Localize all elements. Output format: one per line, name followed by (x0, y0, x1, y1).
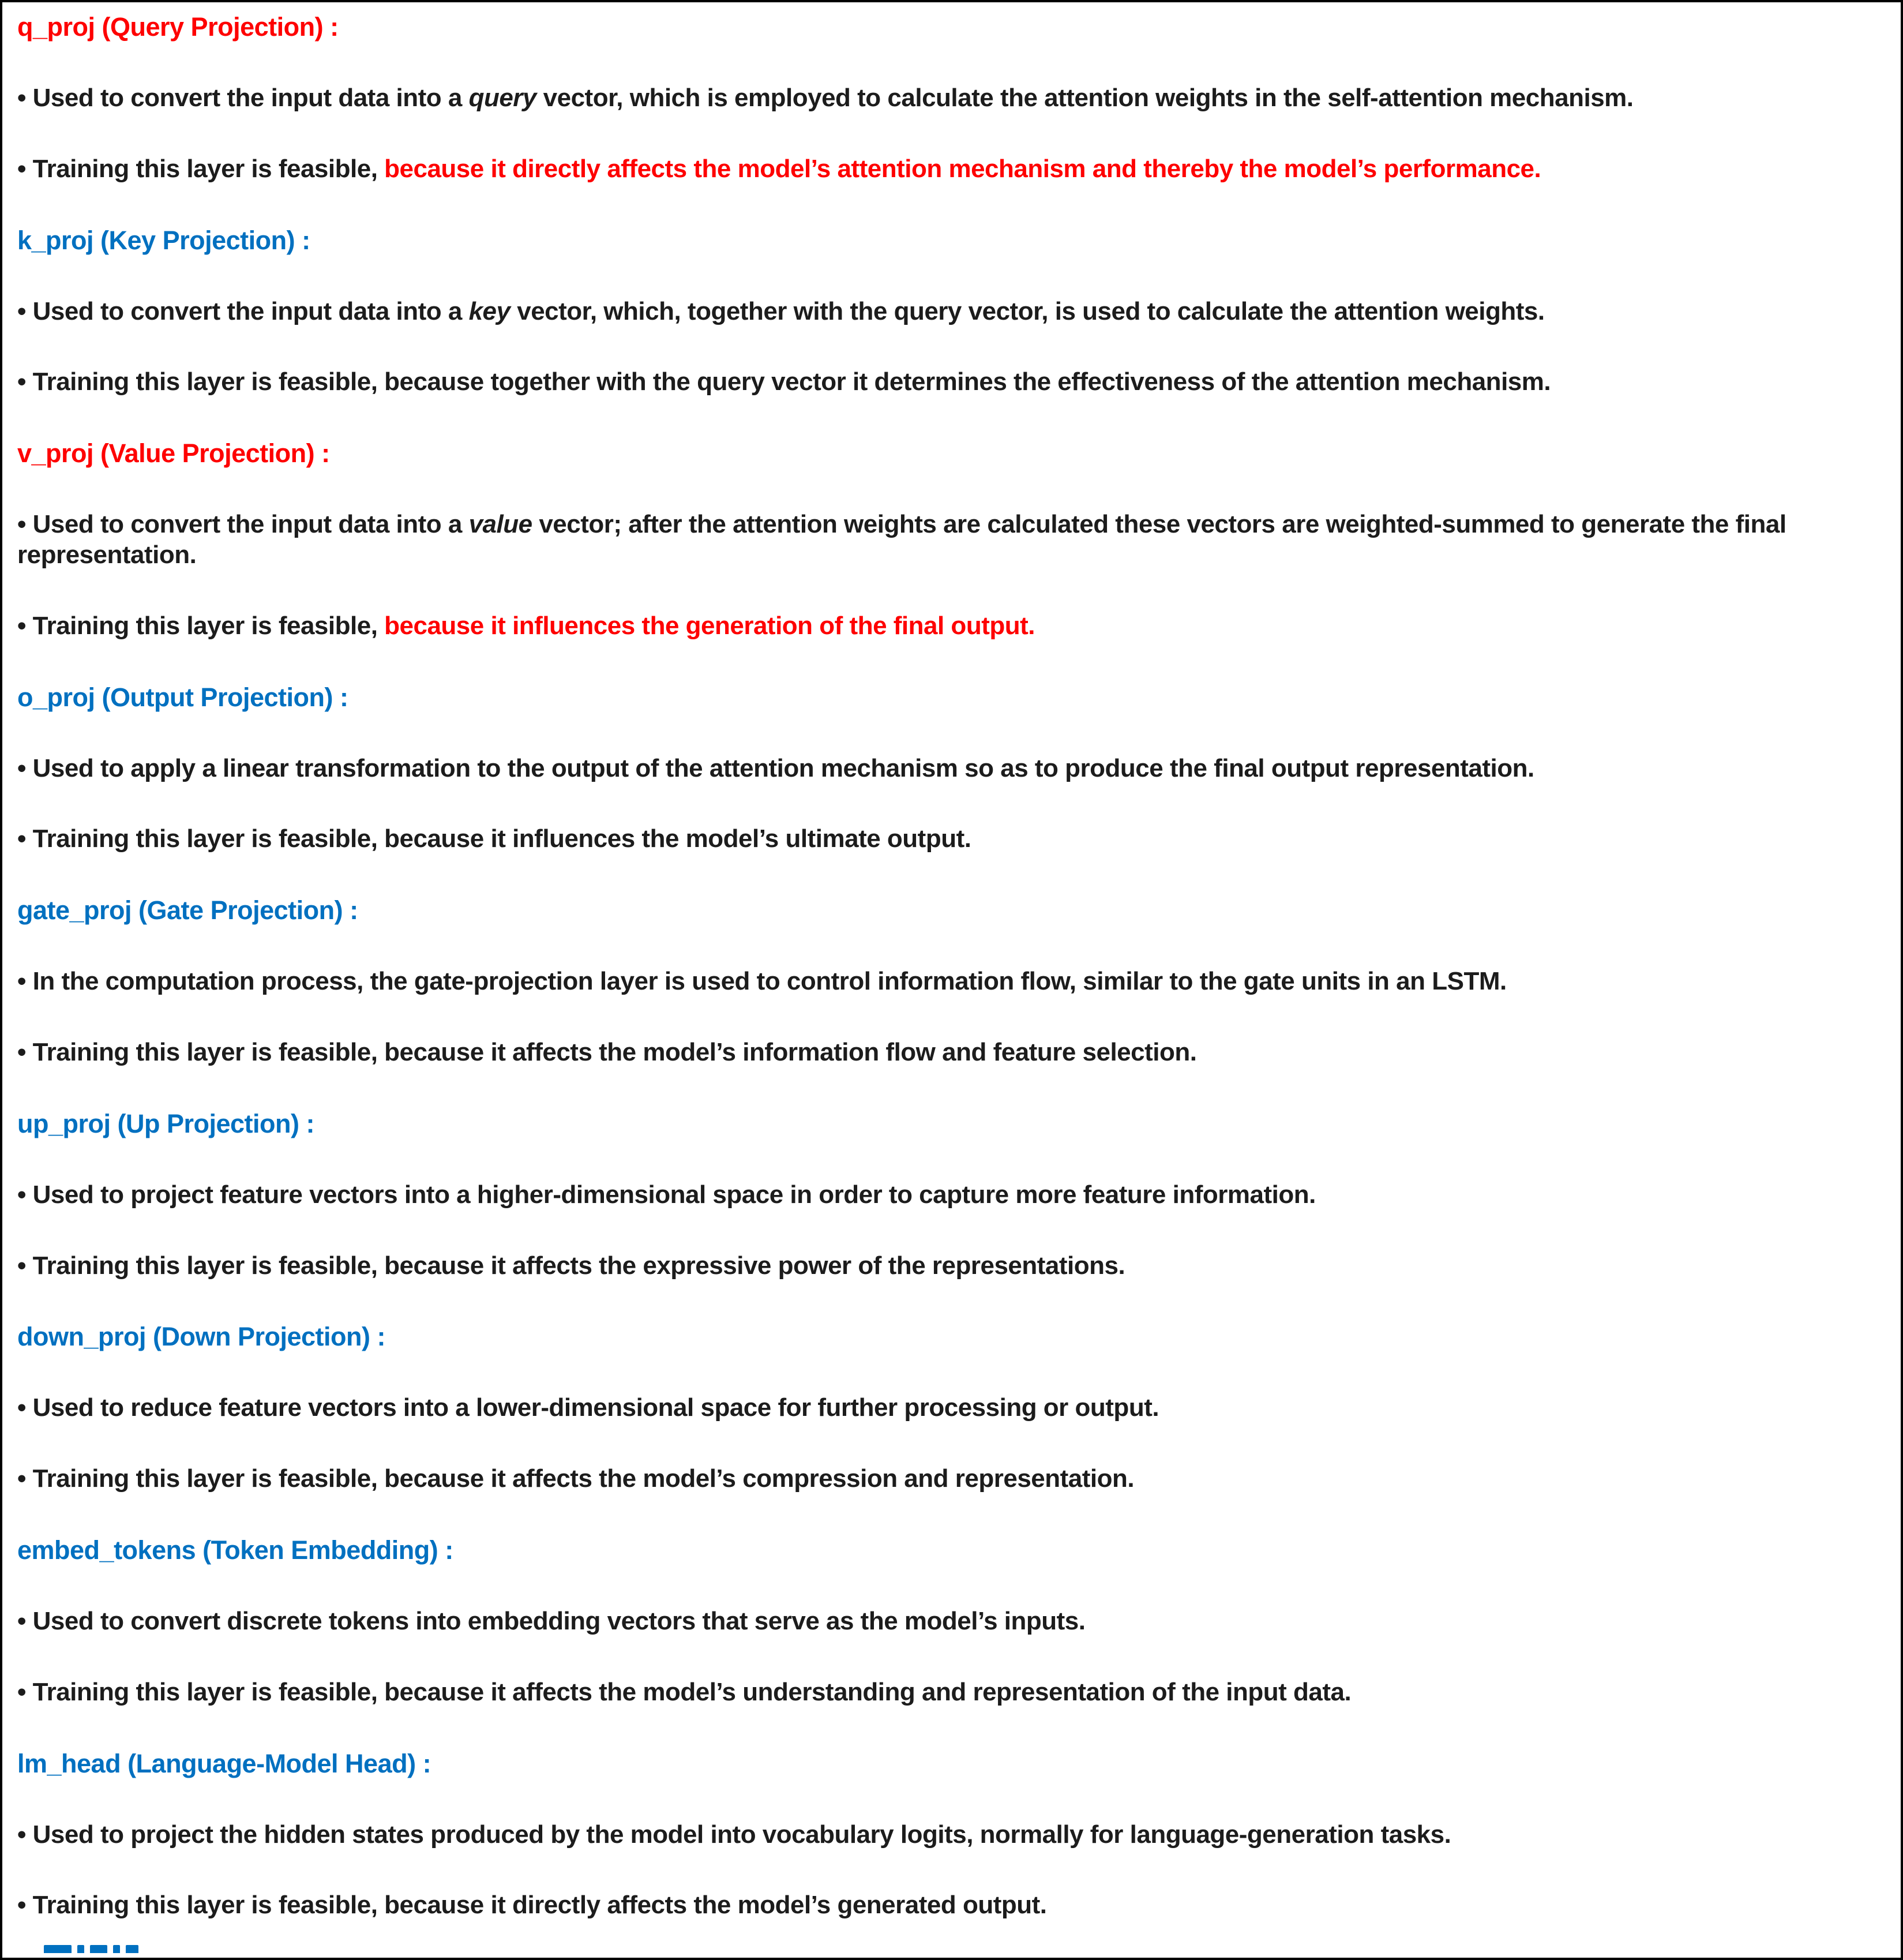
section-bullets (17, 966, 1886, 1068)
text-segment: • Training this layer is feasible, (17, 154, 385, 183)
bullet-item (17, 1677, 1886, 1708)
layer-section (17, 682, 1886, 855)
bullet-item (17, 824, 1886, 855)
bullet-item (17, 1820, 1886, 1850)
layer-section (17, 438, 1886, 641)
text-segment: key (468, 297, 511, 325)
clipped-glyph (113, 1945, 120, 1953)
bullet-item (17, 154, 1886, 185)
text-segment: • Training this layer is feasible, because it affects the model’s compression and representation. (17, 1464, 1135, 1493)
text-segment: • Used to convert the input data into a (17, 297, 469, 325)
bullet-item (17, 754, 1886, 784)
text-segment: • Training this layer is feasible, because it affects the model’s understanding and representation of the input data. (17, 1677, 1352, 1706)
text-segment: value (468, 510, 532, 539)
section-heading: up_proj (Up Projection) : (17, 1108, 314, 1138)
text-segment: • Used to project the hidden states produced by the model into vocabulary logits, normally for language-generation tasks. (17, 1820, 1451, 1849)
section-bullets (17, 754, 1886, 855)
section-heading: v_proj (Value Projection) : (17, 439, 330, 469)
clipped-glyph (90, 1945, 107, 1953)
bullet-item (17, 1393, 1886, 1423)
bullet-item (17, 297, 1886, 327)
section-heading: down_proj (Down Projection) : (17, 1322, 385, 1352)
text-segment: • In the computation process, the gate-projection layer is used to control information flow, similar to the gate units in an LSTM. (17, 967, 1507, 996)
layer-section (17, 1108, 1886, 1281)
section-heading: k_proj (Key Projection) : (17, 225, 310, 255)
text-segment: vector; after the attention weights are calculated these vectors are weighted-summed to generate the final representation. (17, 510, 1786, 569)
bullet-item (17, 1251, 1886, 1281)
section-bullets (17, 1820, 1886, 1921)
text-segment: vector, which is employed to calculate the attention weights in the self-attention mechanism. (536, 84, 1634, 112)
text-segment: because it directly affects the model’s attention mechanism and thereby the model’s performance. (384, 154, 1541, 183)
layer-section (17, 12, 1886, 185)
section-bullets (17, 1393, 1886, 1494)
layer-section (17, 225, 1886, 398)
text-segment: • Used to convert the input data into a (17, 84, 469, 112)
section-heading: o_proj (Output Projection) : (17, 682, 348, 712)
clipped-glyph (44, 1945, 72, 1953)
bullet-item (17, 1606, 1886, 1637)
text-segment: • Used to apply a linear transformation to the output of the attention mechanism so as to produce the final output representation. (17, 754, 1534, 782)
bullet-item (17, 966, 1886, 997)
text-segment: • Used to reduce feature vectors into a lower-dimensional space for further processing or output. (17, 1393, 1159, 1422)
section-heading: embed_tokens (Token Embedding) : (17, 1535, 453, 1565)
section-heading: q_proj (Query Projection) : (17, 12, 339, 42)
text-segment: • Training this layer is feasible, (17, 611, 385, 640)
section-bullets (17, 297, 1886, 398)
layer-section (17, 1535, 1886, 1708)
bullet-item (17, 367, 1886, 398)
bullet-item (17, 83, 1886, 114)
text-segment: • Training this layer is feasible, because it affects the model’s information flow and feature selection. (17, 1037, 1197, 1066)
clipped-glyph (77, 1945, 84, 1953)
clipped-glyph (126, 1945, 138, 1953)
bullet-item (17, 1180, 1886, 1211)
bullet-item (17, 1464, 1886, 1494)
section-heading: gate_proj (Gate Projection) : (17, 895, 358, 925)
text-segment: query (468, 84, 536, 112)
clipped-text-fragment (44, 1945, 1901, 1955)
text-segment: • Training this layer is feasible, because it affects the expressive power of the representations. (17, 1251, 1125, 1280)
bullet-item (17, 509, 1886, 571)
layer-section (17, 895, 1886, 1068)
layer-section (17, 1748, 1886, 1921)
text-segment: because it influences the generation of the final output. (384, 611, 1035, 640)
text-segment: • Used to convert the input data into a (17, 510, 469, 539)
text-segment: • Training this layer is feasible, because it influences the model’s ultimate output. (17, 825, 971, 853)
bullet-item (17, 611, 1886, 642)
section-bullets (17, 509, 1886, 641)
section-bullets (17, 1180, 1886, 1281)
section-bullets (17, 1606, 1886, 1708)
bullet-item (17, 1890, 1886, 1921)
text-segment: • Training this layer is feasible, because it directly affects the model’s generated output. (17, 1891, 1047, 1920)
text-segment: vector, which, together with the query vector, is used to calculate the attention weights. (510, 297, 1545, 325)
bullet-item (17, 1037, 1886, 1068)
document-body (2, 2, 1901, 1921)
text-segment: • Used to convert discrete tokens into embedding vectors that serve as the model’s inputs. (17, 1606, 1086, 1635)
section-bullets (17, 83, 1886, 185)
text-segment: • Used to project feature vectors into a higher-dimensional space in order to capture more feature information. (17, 1180, 1316, 1209)
section-heading: lm_head (Language-Model Head) : (17, 1748, 431, 1778)
layer-section (17, 1321, 1886, 1494)
text-segment: • Training this layer is feasible, because together with the query vector it determines the effectiveness of the attention mechanism. (17, 368, 1551, 396)
